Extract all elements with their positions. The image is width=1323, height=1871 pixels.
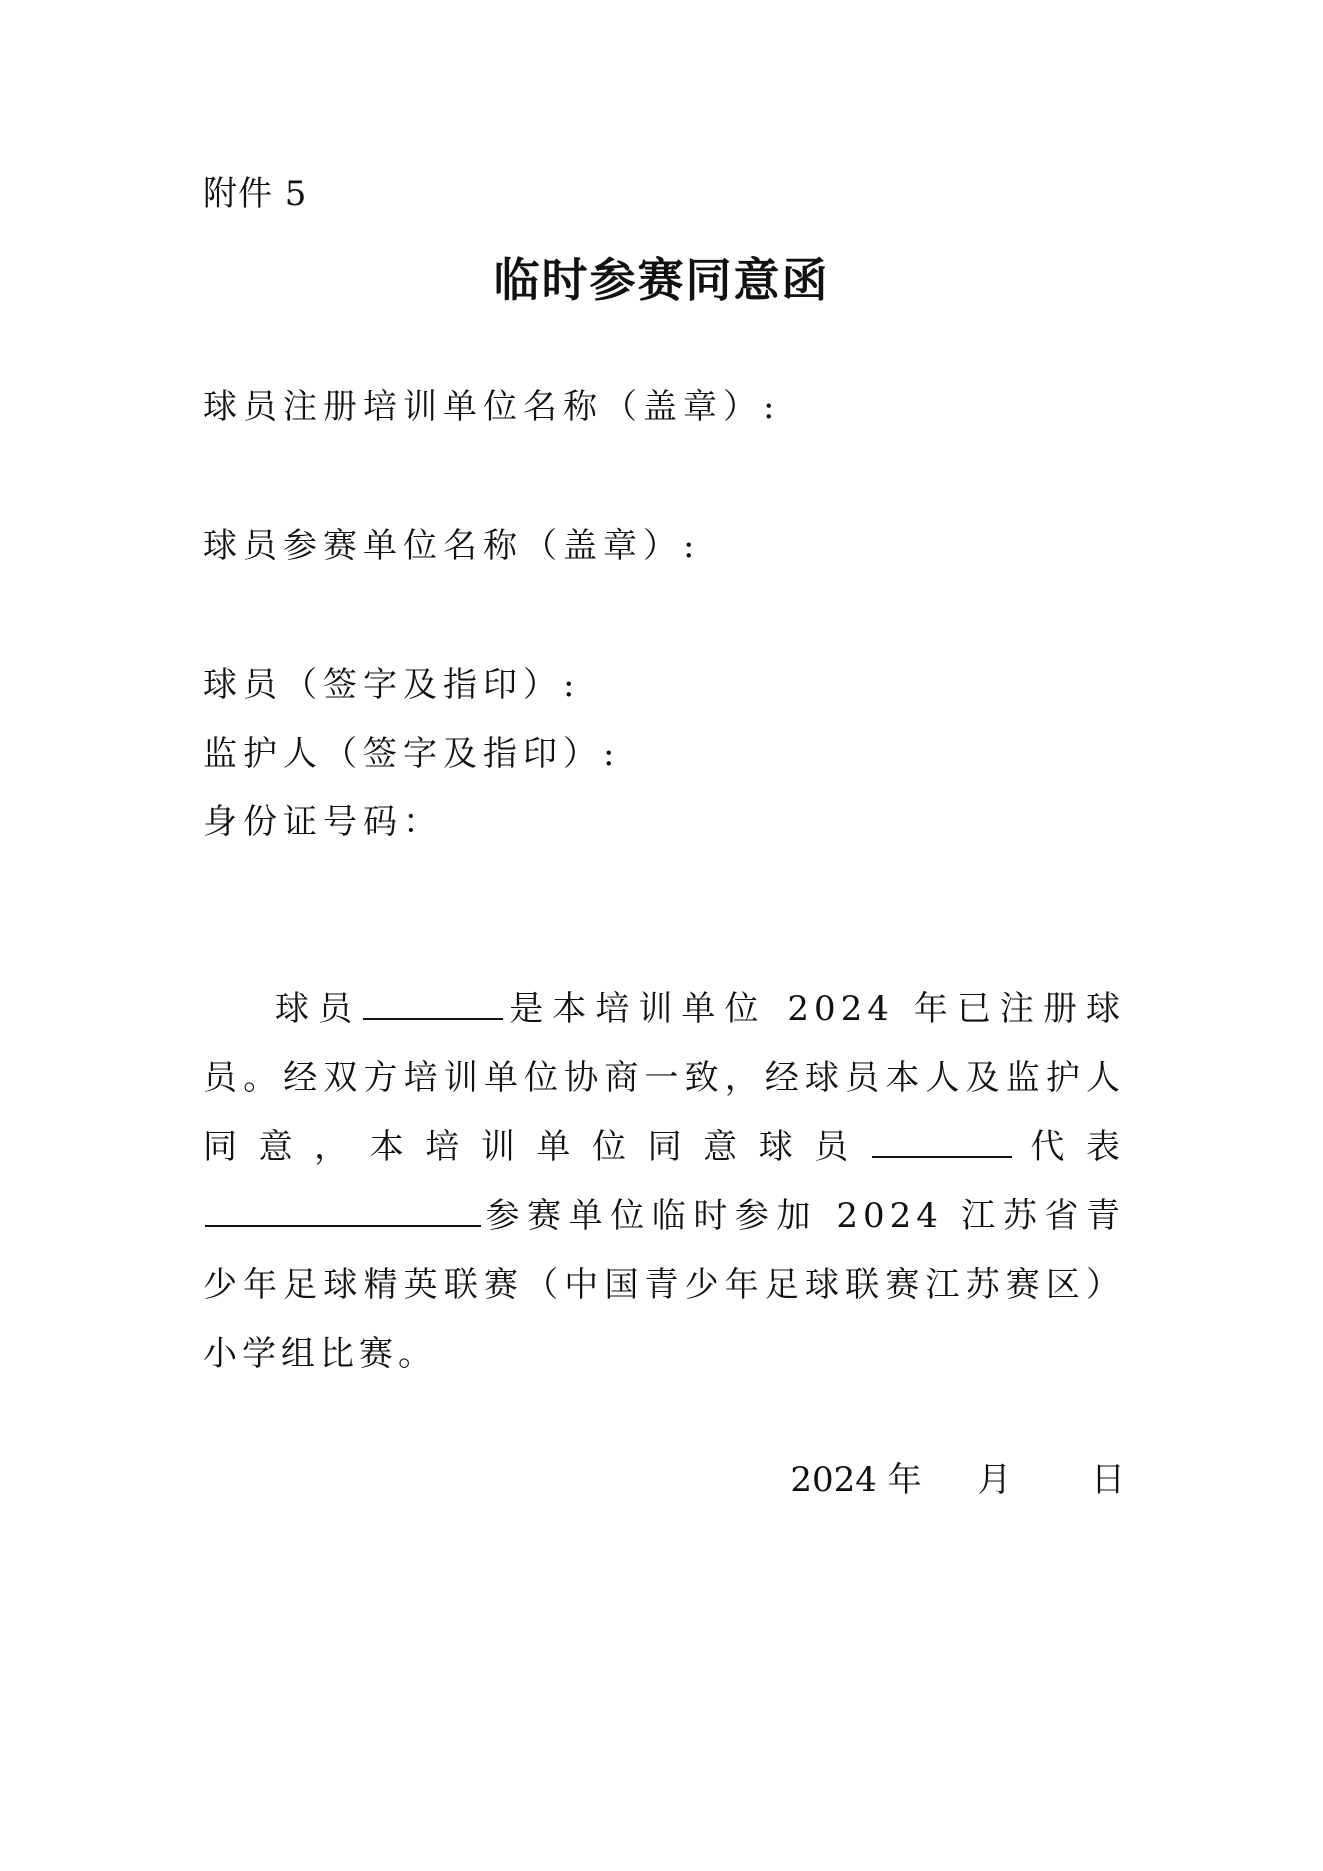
date-line <box>790 1458 1125 1502</box>
paragraph-part-1: 球员 <box>271 989 362 1029</box>
date-year-unit: 年 <box>887 1460 922 1500</box>
competing-unit-blank <box>205 1195 481 1227</box>
date-year: 2024 <box>790 1460 877 1500</box>
player-signature-field: 球员（签字及指印）: <box>203 665 581 705</box>
consent-paragraph <box>203 975 1125 1389</box>
paragraph-part-3: 代表 <box>1013 1127 1126 1167</box>
paragraph-part-2: 是本培训单位 2024 年已注册球员。经双方培训单位协商一致，经球员本人及监护人同意，本培训单位同意球员 <box>203 989 1125 1167</box>
player-name-blank <box>363 988 503 1020</box>
player-name-blank-2 <box>872 1126 1012 1158</box>
date-month-unit: 月 <box>977 1460 1012 1500</box>
guardian-signature-field: 监护人（签字及指印）: <box>203 734 621 774</box>
attachment-label: 附件 5 <box>203 174 308 214</box>
competing-unit-field: 球员参赛单位名称（盖章）: <box>203 526 701 566</box>
date-day-unit: 日 <box>1091 1460 1125 1500</box>
id-number-field: 身份证号码： <box>203 802 443 842</box>
document-title: 临时参赛同意函 <box>493 253 830 307</box>
training-unit-field: 球员注册培训单位名称（盖章）: <box>203 387 781 427</box>
paragraph-part-4: 参赛单位临时参加 2024 江苏省青少年足球精英联赛（中国青少年足球联赛江苏赛区）小学组比赛。 <box>203 1196 1125 1374</box>
